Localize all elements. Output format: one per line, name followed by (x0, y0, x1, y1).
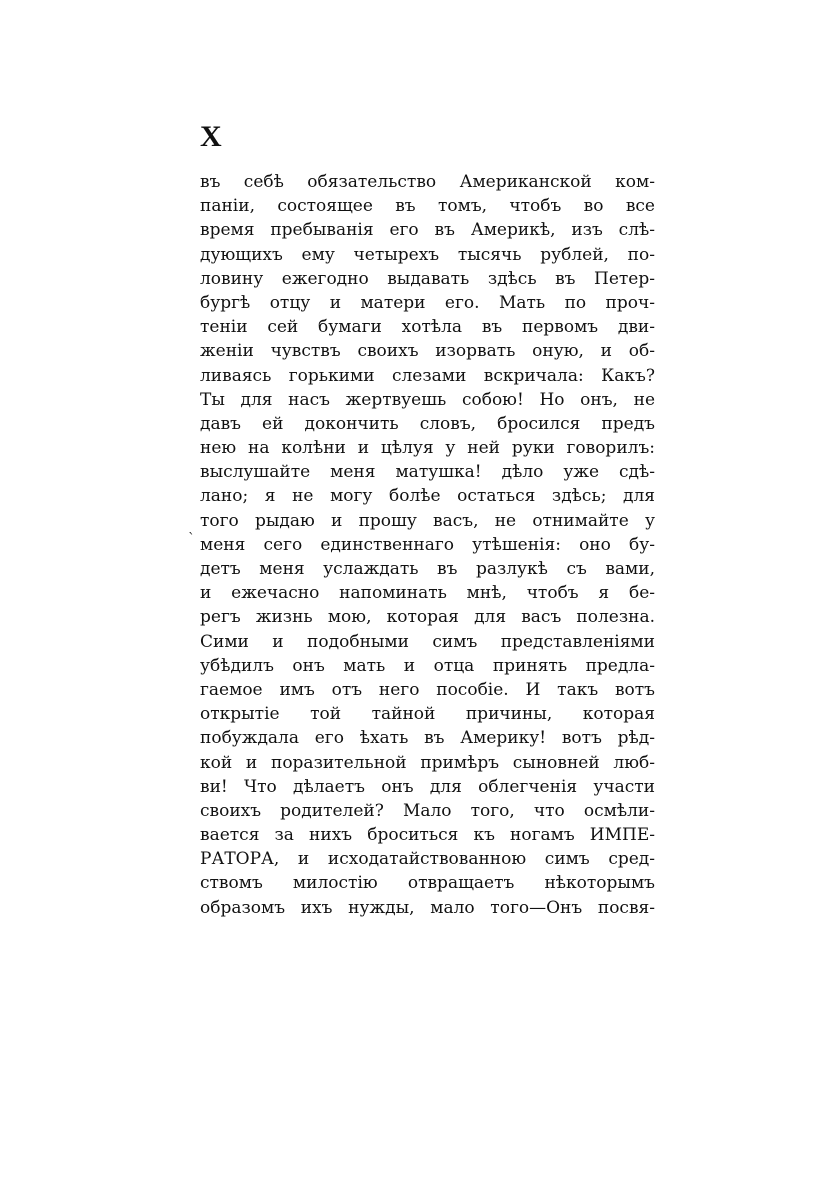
text-line: детъ меня услаждать въ разлукѣ съ вами, (200, 559, 655, 579)
page-number: X (200, 120, 223, 153)
margin-mark: ` (188, 531, 195, 547)
text-line: меня сего единственнаго утѣшенія: оно бу- (200, 534, 655, 555)
text-line: РАТОРА, и исходатайствованною симъ сред- (200, 849, 655, 870)
text-line: Ты для насъ жертвуешь собою! Но онъ, не (200, 389, 655, 410)
text-line: побуждала его ѣхать въ Америку! вотъ рѣд- (200, 728, 655, 749)
body-text (200, 170, 655, 920)
text-line: давъ ей докончить словъ, бросился предъ (200, 413, 655, 434)
text-line: гаемое имъ отъ него пособіе. И такъ вотъ (200, 679, 655, 700)
text-line: дующихъ ему четырехъ тысячь рублей, по- (200, 244, 655, 265)
text-line: паніи, состоящее въ томъ, чтобъ во все (200, 196, 655, 217)
text-line: и ежечасно напоминать мнѣ, чтобъ я бе- (200, 583, 655, 604)
text-line: открытіе той тайной причины, которая (200, 704, 655, 725)
text-line: ствомъ милостію отвращаетъ нѣкоторымъ (200, 873, 655, 894)
text-line: ливаясь горькими слезами вскричала: Какъ? (200, 365, 655, 386)
text-line: того рыдаю и прошу васъ, не отнимайте у (200, 510, 655, 531)
text-line: ви! Что дѣлаетъ онъ для облегченія участи (200, 776, 655, 797)
text-line: лано; я не могу болѣе остаться здѣсь; для (200, 486, 655, 507)
text-line: кой и поразительной примѣръ сыновней люб- (200, 752, 655, 773)
text-line: въ себѣ обязательство Американской ком- (200, 172, 655, 192)
text-line: теніи сей бумаги хотѣла въ первомъ дви- (200, 317, 655, 338)
text-line: регъ жизнь мою, которая для васъ полезна. (200, 607, 655, 628)
text-line: выслушайте меня матушка! дѣло уже сдѣ- (200, 462, 655, 483)
text-line: нею на колѣни и цѣлуя у ней руки говорилъ: (200, 438, 655, 459)
text-line: образомъ ихъ нужды, мало того—Онъ посвя- (200, 897, 655, 918)
text-line: женіи чувствъ своихъ изорвать оную, и об- (200, 341, 655, 362)
text-line: ловину ежегодно выдавать здѣсь въ Петер- (200, 268, 655, 289)
text-line: вается за нихъ броситься къ ногамъ ИМПЕ- (200, 825, 655, 846)
text-line: Сими и подобными симъ представленіями (200, 631, 655, 652)
text-line: время пребыванія его въ Америкѣ, изъ слѣ- (200, 220, 655, 241)
text-line: своихъ родителей? Мало того, что осмѣли- (200, 800, 655, 821)
text-line: убѣдилъ онъ мать и отца принять предла- (200, 655, 655, 676)
text-line: бургѣ отцу и матери его. Мать по проч- (200, 292, 655, 313)
